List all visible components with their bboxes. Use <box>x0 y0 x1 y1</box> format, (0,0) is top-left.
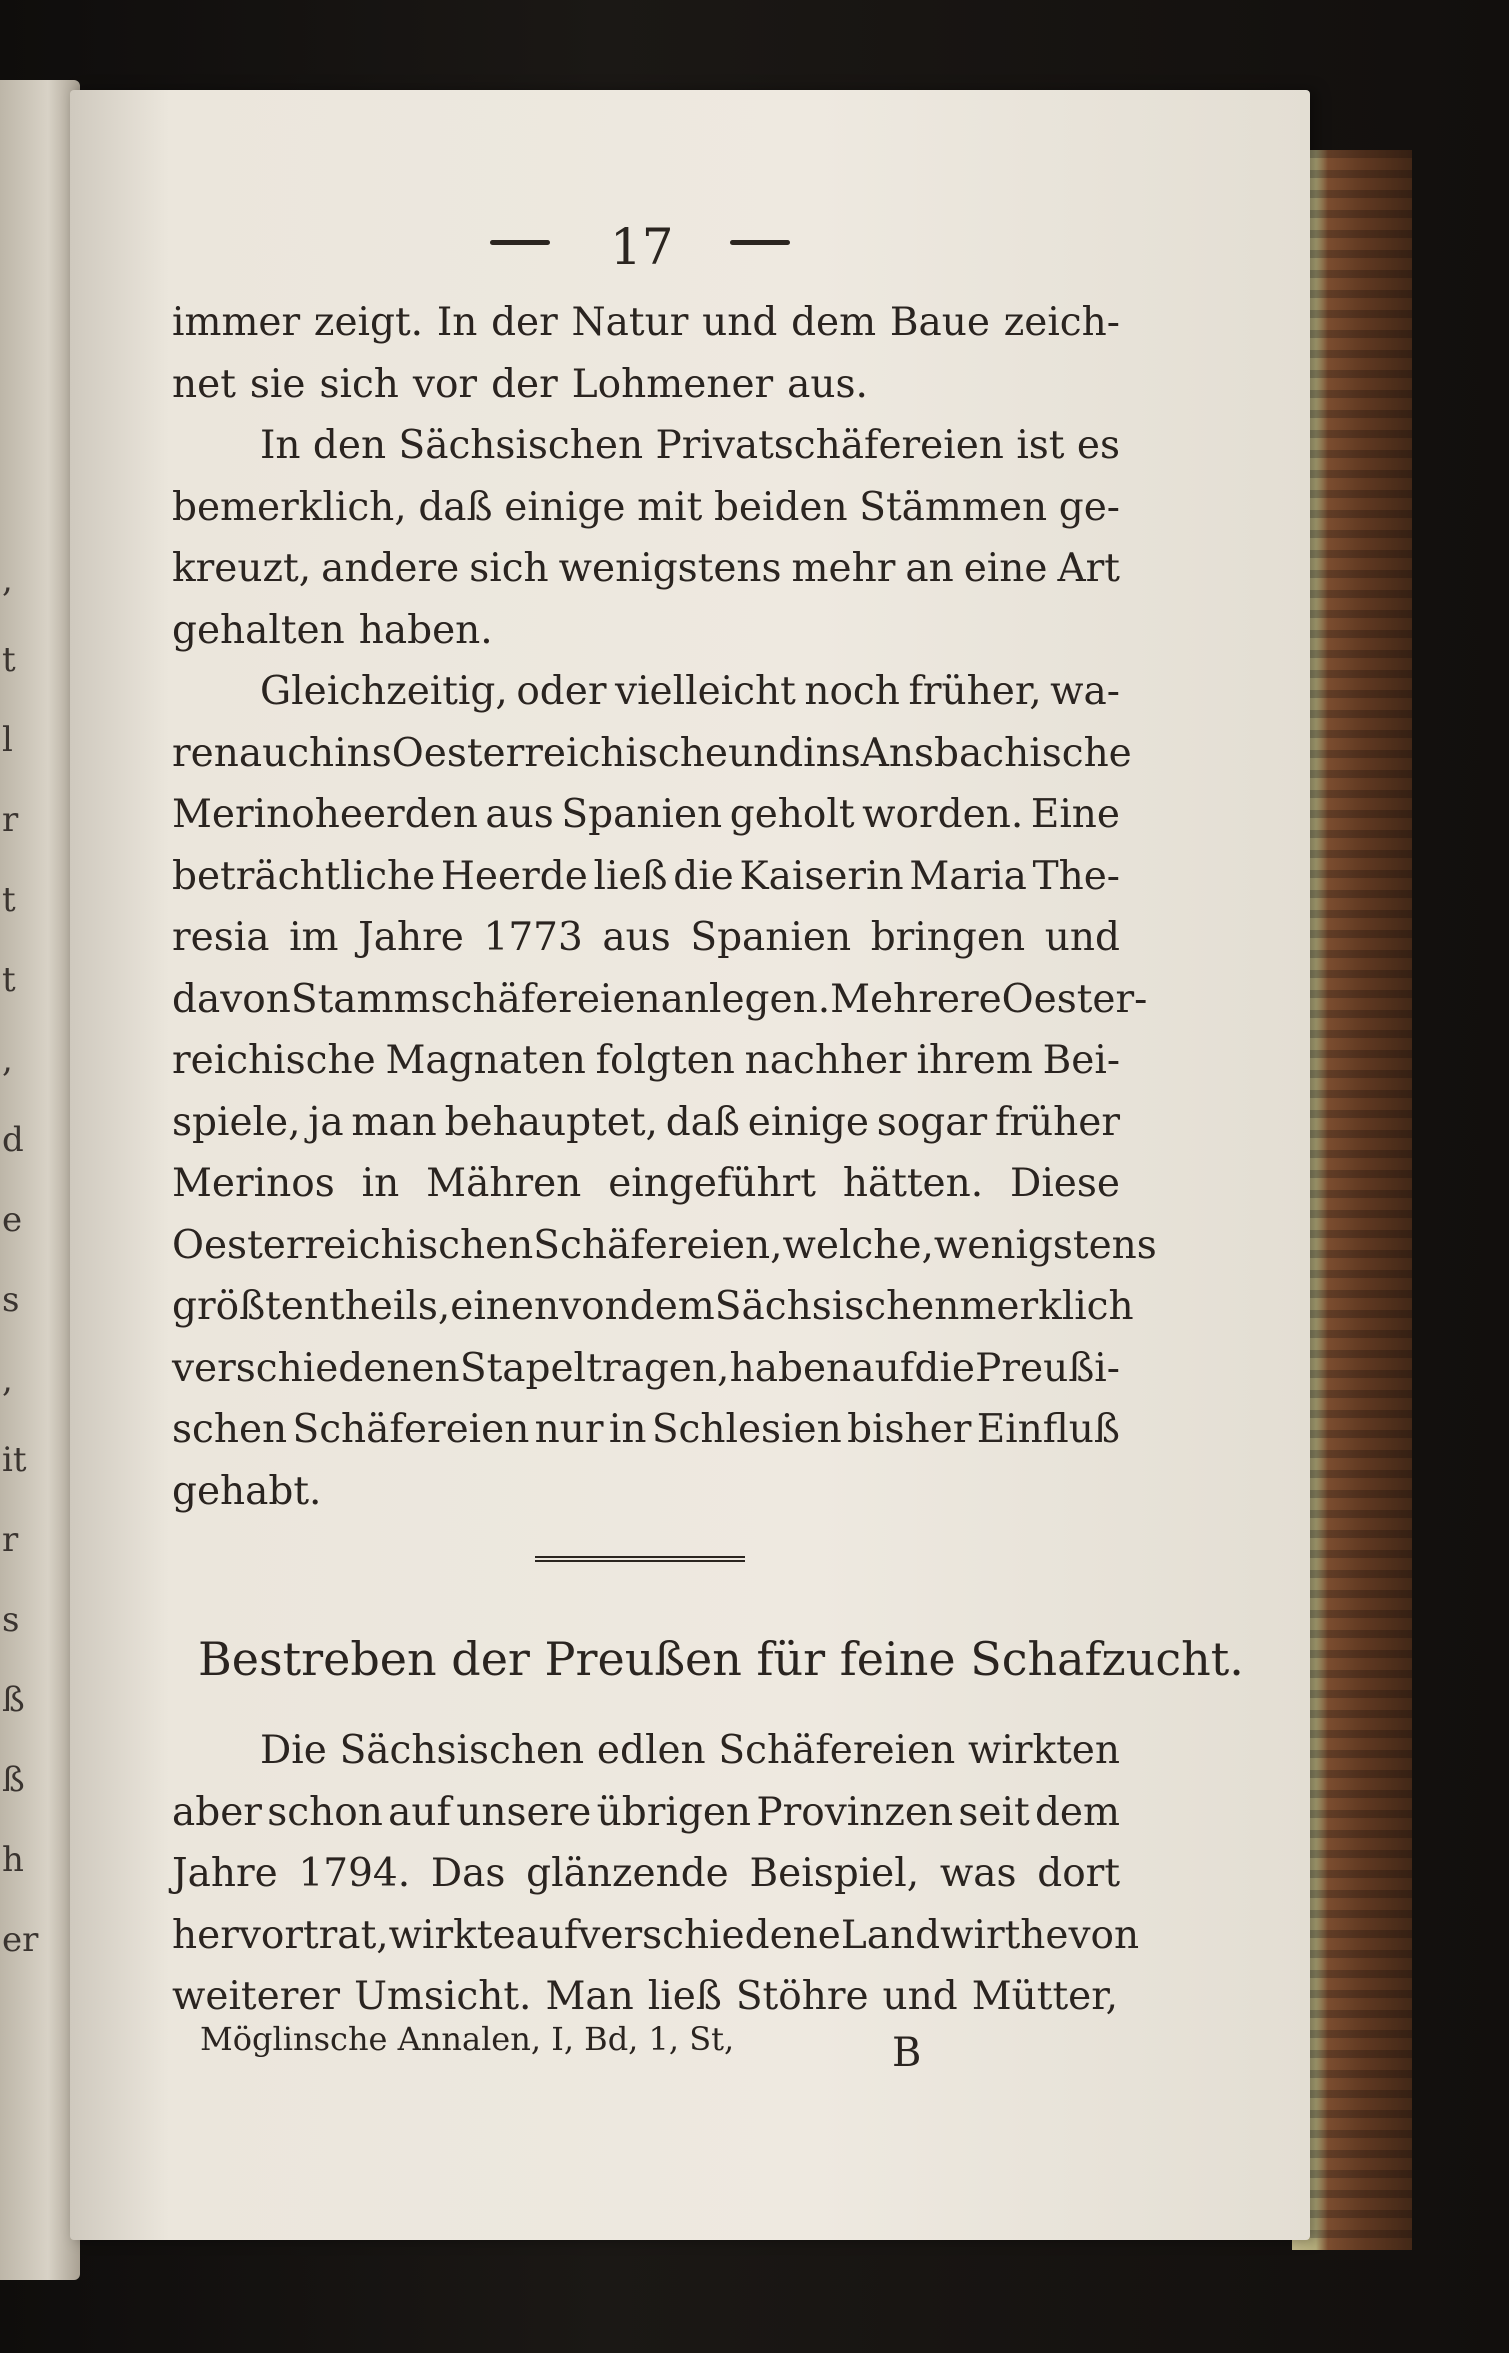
text-line <box>172 907 1120 969</box>
word: ge- <box>1058 484 1120 530</box>
word: schen <box>172 1407 288 1452</box>
facing-page-glyph: h <box>2 1840 24 1880</box>
facing-page-glyph: s <box>2 1280 20 1320</box>
word: sogar <box>876 1099 988 1145</box>
word: Lohmener <box>571 361 774 407</box>
word: die <box>914 1345 975 1391</box>
page-edges <box>1292 150 1412 2250</box>
facing-page-glyph: r <box>2 800 19 840</box>
word: Kaiserin <box>739 853 904 899</box>
word: unsere <box>456 1789 592 1835</box>
word: ren <box>172 730 239 776</box>
word: Bei- <box>1042 1038 1120 1083</box>
word: verschiedene <box>578 1912 841 1958</box>
word: Schäfereien <box>718 1728 956 1773</box>
word: auf <box>515 1912 579 1958</box>
word: früher, <box>908 669 1042 714</box>
footer-citation: Möglinsche Annalen, I, Bd, 1, St, <box>200 2020 735 2058</box>
word: gehabt. <box>172 1468 322 1514</box>
facing-page-glyph: l <box>2 720 13 760</box>
word: einige <box>504 484 626 530</box>
facing-page-glyph: ß <box>2 1680 25 1720</box>
word: auf <box>388 1789 451 1835</box>
facing-page-glyph: , <box>2 1360 13 1400</box>
word: behauptet, <box>444 1099 658 1145</box>
word: Maria <box>909 853 1027 899</box>
section-heading: Bestreben der Preußen für feine Schafzucht. <box>198 1632 1244 1686</box>
word: die <box>673 853 734 899</box>
word: noch <box>804 669 900 714</box>
word: Magnaten <box>385 1038 586 1083</box>
facing-page-glyph: , <box>2 1040 13 1080</box>
word: Oester- <box>1001 976 1148 1022</box>
word: Mütter, <box>971 1974 1118 2019</box>
facing-page-glyph: ß <box>2 1760 25 1800</box>
text-line <box>172 1966 1120 2028</box>
word: worden. <box>862 792 1024 837</box>
word: ins <box>803 730 861 776</box>
word: wenigstens <box>933 1222 1157 1268</box>
word: sie <box>249 361 306 407</box>
text-line <box>172 723 1132 785</box>
word: merklich <box>959 1284 1134 1329</box>
word: beiden <box>713 484 848 530</box>
facing-page-glyph: e <box>2 1200 23 1240</box>
word: Landwirthe <box>840 1912 1069 1958</box>
word: ist <box>1016 423 1065 468</box>
word: den <box>312 423 387 468</box>
word: Diese <box>1010 1161 1120 1206</box>
page-header <box>490 218 790 278</box>
word: und <box>1044 915 1120 960</box>
word: anlegen. <box>660 976 831 1022</box>
facing-page-glyph: d <box>2 1120 24 1160</box>
word: Spanien <box>561 792 723 837</box>
word: Beispiel, <box>749 1851 920 1896</box>
word: haben. <box>358 607 493 653</box>
word: weiterer <box>172 1974 341 2019</box>
word: Umsicht. <box>354 1974 532 2019</box>
facing-page-glyph: it <box>2 1440 27 1480</box>
word: wirkten <box>967 1728 1120 1773</box>
word: Gleichzeitig, <box>260 669 508 714</box>
word: In <box>436 300 478 345</box>
word: Jahre <box>172 1851 278 1896</box>
word: Die <box>260 1728 327 1773</box>
text-line <box>172 784 1120 846</box>
text-line <box>172 1905 1140 1967</box>
word: bemerklich, <box>172 484 407 530</box>
word: früher <box>994 1099 1120 1145</box>
text-line <box>172 1276 1134 1338</box>
word: hätten. <box>842 1161 984 1206</box>
word: oder <box>516 669 607 714</box>
word: Privatschäfereien <box>655 423 1004 468</box>
word: dort <box>1037 1851 1120 1896</box>
word: Provinzen <box>756 1789 954 1835</box>
word: Mähren <box>426 1161 582 1206</box>
header-dash-right <box>730 240 790 245</box>
facing-page-glyph: r <box>2 1520 19 1560</box>
word: Stammschäfereien <box>290 976 661 1022</box>
word: wa- <box>1050 669 1120 714</box>
word: verschiedenen <box>172 1345 460 1391</box>
word: der <box>491 300 558 345</box>
body-text <box>172 292 1157 1522</box>
word: resia <box>172 915 270 960</box>
word: mit <box>637 484 703 530</box>
facing-page-glyph: t <box>2 880 16 920</box>
word: Einfluß <box>976 1407 1120 1452</box>
word: Merinos <box>172 1161 335 1206</box>
word: einen <box>450 1284 560 1329</box>
word: dem <box>1034 1789 1120 1835</box>
word: Natur <box>571 300 689 345</box>
word: übrigen <box>596 1789 752 1835</box>
word: in <box>361 1161 400 1206</box>
word: Sächsischen <box>339 1728 585 1773</box>
word: ihrem <box>916 1038 1033 1083</box>
word: immer <box>172 300 301 345</box>
word: vor <box>412 361 478 407</box>
text-line <box>172 846 1120 908</box>
word: Stapel <box>459 1345 587 1391</box>
word: welche, <box>782 1222 934 1268</box>
text-line <box>172 1153 1120 1215</box>
text-line <box>172 1215 1157 1277</box>
word: gehalten <box>172 607 345 653</box>
facing-page-glyph: er <box>2 1920 39 1960</box>
word: daß <box>665 1099 740 1145</box>
word: Jahre <box>358 915 464 960</box>
signature-mark: B <box>892 2030 922 2076</box>
word: aber <box>172 1789 262 1835</box>
word: Eine <box>1030 792 1120 837</box>
word: daß <box>418 484 493 530</box>
word: sich <box>319 361 399 407</box>
word: dem <box>791 300 877 345</box>
text-line <box>172 1338 1120 1400</box>
word: was <box>939 1851 1017 1896</box>
word: in <box>608 1407 647 1452</box>
text-line <box>172 1461 1120 1523</box>
word: Stämmen <box>859 484 1048 530</box>
word: beträchtliche <box>172 853 436 899</box>
word: von <box>1068 1912 1140 1958</box>
word: tragen, <box>586 1345 730 1391</box>
word: seit <box>958 1789 1030 1835</box>
word: Schäfereien, <box>533 1222 783 1268</box>
word: bringen <box>870 915 1026 960</box>
word: 1773 <box>483 915 583 960</box>
word: Baue <box>889 300 990 345</box>
word: Schlesien <box>651 1407 842 1452</box>
word: sich <box>469 546 549 591</box>
word: eine <box>963 546 1048 591</box>
word: edlen <box>596 1728 706 1773</box>
word: es <box>1076 423 1120 468</box>
facing-page-glyph: t <box>2 640 16 680</box>
word: hervortrat, <box>172 1912 389 1958</box>
facing-page-glyph: , <box>2 560 13 600</box>
word: The- <box>1032 853 1120 899</box>
word: glänzende <box>526 1851 729 1896</box>
word: Oesterreichischen <box>172 1222 534 1268</box>
text-line <box>172 1092 1120 1154</box>
text-line <box>172 1720 1120 1782</box>
word: an <box>905 546 954 591</box>
word: und <box>702 300 778 345</box>
word: net <box>172 361 236 407</box>
word: kreuzt, <box>172 546 312 591</box>
word: man <box>351 1099 437 1145</box>
word: auch <box>238 730 335 776</box>
word: Schäfereien <box>292 1407 530 1452</box>
text-line <box>172 1030 1120 1092</box>
word: aus <box>485 792 554 837</box>
word: Das <box>430 1851 506 1896</box>
word: haben <box>729 1345 852 1391</box>
word: Ansbachische <box>860 730 1132 776</box>
word: nachher <box>744 1038 907 1083</box>
word: spiele, <box>172 1099 301 1145</box>
word: Sächsischen <box>398 423 644 468</box>
word: ja <box>308 1099 344 1145</box>
word: und <box>882 1974 958 2019</box>
word: einige <box>747 1099 869 1145</box>
text-line <box>172 538 1120 600</box>
word: ins <box>334 730 392 776</box>
word: aus <box>602 915 671 960</box>
word: bisher <box>847 1407 972 1452</box>
facing-page-glyph: s <box>2 1600 20 1640</box>
word: eingeführt <box>608 1161 816 1206</box>
word: schon <box>267 1789 383 1835</box>
word: reichische <box>172 1038 376 1083</box>
word: ließ <box>593 853 668 899</box>
text-line <box>172 969 1148 1031</box>
text-line <box>172 292 1120 354</box>
word: von <box>559 1284 630 1329</box>
word: wirkte <box>388 1912 516 1958</box>
word: Sächsischen <box>714 1284 960 1329</box>
word: Spanien <box>690 915 852 960</box>
word: davon <box>172 976 291 1022</box>
word: Art <box>1057 546 1120 591</box>
word: Man <box>545 1974 634 2019</box>
word: 1794. <box>298 1851 411 1896</box>
word: Heerde <box>440 853 588 899</box>
text-line <box>172 600 1120 662</box>
facing-page-glyph: t <box>2 960 16 1000</box>
word: mehr <box>791 546 896 591</box>
word: geholt <box>729 792 855 837</box>
text-line <box>172 661 1120 723</box>
section-rule <box>535 1556 745 1562</box>
text-line <box>172 1843 1120 1905</box>
word: In <box>260 423 301 468</box>
word: dem <box>629 1284 715 1329</box>
text-line <box>172 354 1120 416</box>
word: zeigt. <box>313 300 424 345</box>
word: aus. <box>787 361 868 407</box>
page-number: 17 <box>610 218 674 276</box>
text-line <box>172 415 1120 477</box>
word: Stöhre <box>735 1974 869 2019</box>
text-line <box>172 477 1120 539</box>
header-dash-left <box>490 240 550 245</box>
body-text-2 <box>172 1720 1140 2028</box>
word: folgten <box>595 1038 735 1083</box>
word: zeich- <box>1003 300 1120 345</box>
word: ließ <box>647 1974 722 2019</box>
word: Mehrere <box>830 976 1002 1022</box>
word: der <box>491 361 558 407</box>
word: andere <box>321 546 460 591</box>
word: Preußi- <box>975 1345 1120 1391</box>
word: im <box>289 915 339 960</box>
word: auf <box>851 1345 915 1391</box>
word: wenigstens <box>558 546 782 591</box>
word: größtentheils, <box>172 1284 451 1329</box>
word: und <box>727 730 804 776</box>
facing-page-fragments <box>0 80 40 2280</box>
word: vielleicht <box>615 669 796 714</box>
word: nur <box>534 1407 604 1452</box>
text-line <box>172 1782 1120 1844</box>
text-line <box>172 1399 1120 1461</box>
word: Merinoheerden <box>172 792 478 837</box>
word: Oesterreichische <box>391 730 728 776</box>
